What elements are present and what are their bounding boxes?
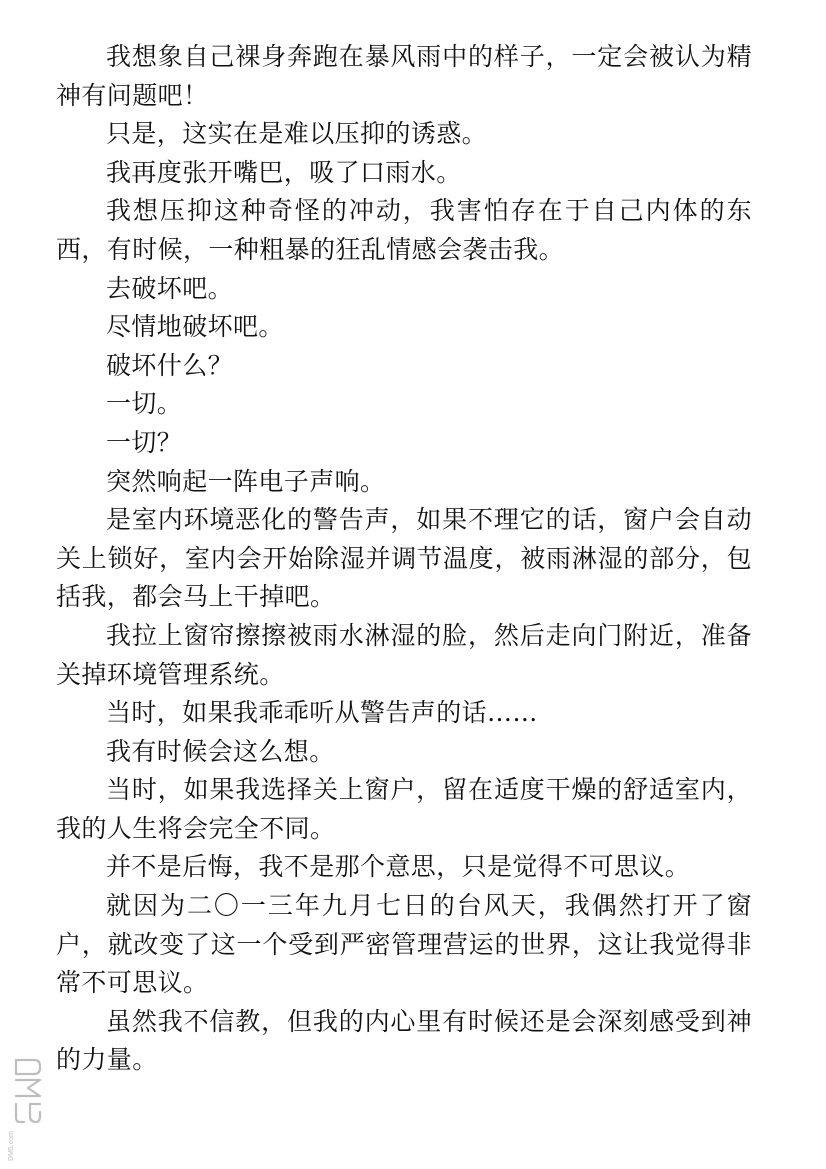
- paragraph-2: 只是，这实在是难以压抑的诱惑。: [106, 119, 488, 149]
- paragraph-7: 破坏什么？: [106, 350, 234, 380]
- paragraph-4: 我想压抑这种奇怪的冲动，我害怕存在于自己内体的东西，有时候，一种粗暴的狂乱情感会袭击我。: [56, 196, 752, 264]
- paragraph-11: 是室内环境恶化的警告声，如果不理它的话，窗户会自动关上锁好，室内会开始除湿并调节温度，被雨淋湿的部分，包括我，都会马上干掉吧。: [56, 505, 752, 612]
- paragraph-6: 尽情地破坏吧。: [106, 312, 284, 342]
- paragraph-13: 当时，如果我乖乖听从警告声的话……: [106, 698, 538, 728]
- paragraph-16: 并不是后悔，我不是那个意思，只是觉得不可思议。: [106, 852, 691, 882]
- document-page: [56, 38, 752, 1080]
- watermark-text: DM5.com: [8, 1131, 15, 1161]
- paragraph-10: 突然响起一阵电子声响。: [106, 466, 386, 496]
- paragraph-8: 一切。: [106, 389, 183, 419]
- paragraph-18: 虽然我不信教，但我的内心里有时候还是会深刻感受到神的力量。: [56, 1006, 752, 1075]
- dm5-logo-icon: [10, 1052, 44, 1164]
- paragraph-1: 我想象自己裸身奔跑在暴风雨中的样子，一定会被认为精神有问题吧！: [56, 42, 752, 110]
- paragraph-15: 当时，如果我选择关上窗户，留在适度干燥的舒适室内，我的人生将会完全不同。: [56, 775, 752, 843]
- paragraph-9: 一切？: [106, 427, 183, 457]
- paragraph-17: 就因为二〇一三年九月七日的台风天，我偶然打开了窗户，就改变了这一个受到严密管理营运的世界，这让我觉得非常不可思议。: [56, 891, 752, 998]
- paragraph-3: 我再度张开嘴巴，吸了口雨水。: [106, 157, 462, 187]
- paragraph-5: 去破坏吧。: [106, 273, 234, 303]
- paragraph-14: 我有时候会这么想。: [106, 736, 335, 766]
- paragraph-12: 我拉上窗帘擦擦被雨水淋湿的脸，然后走向门附近，准备关掉环境管理系统。: [56, 620, 752, 689]
